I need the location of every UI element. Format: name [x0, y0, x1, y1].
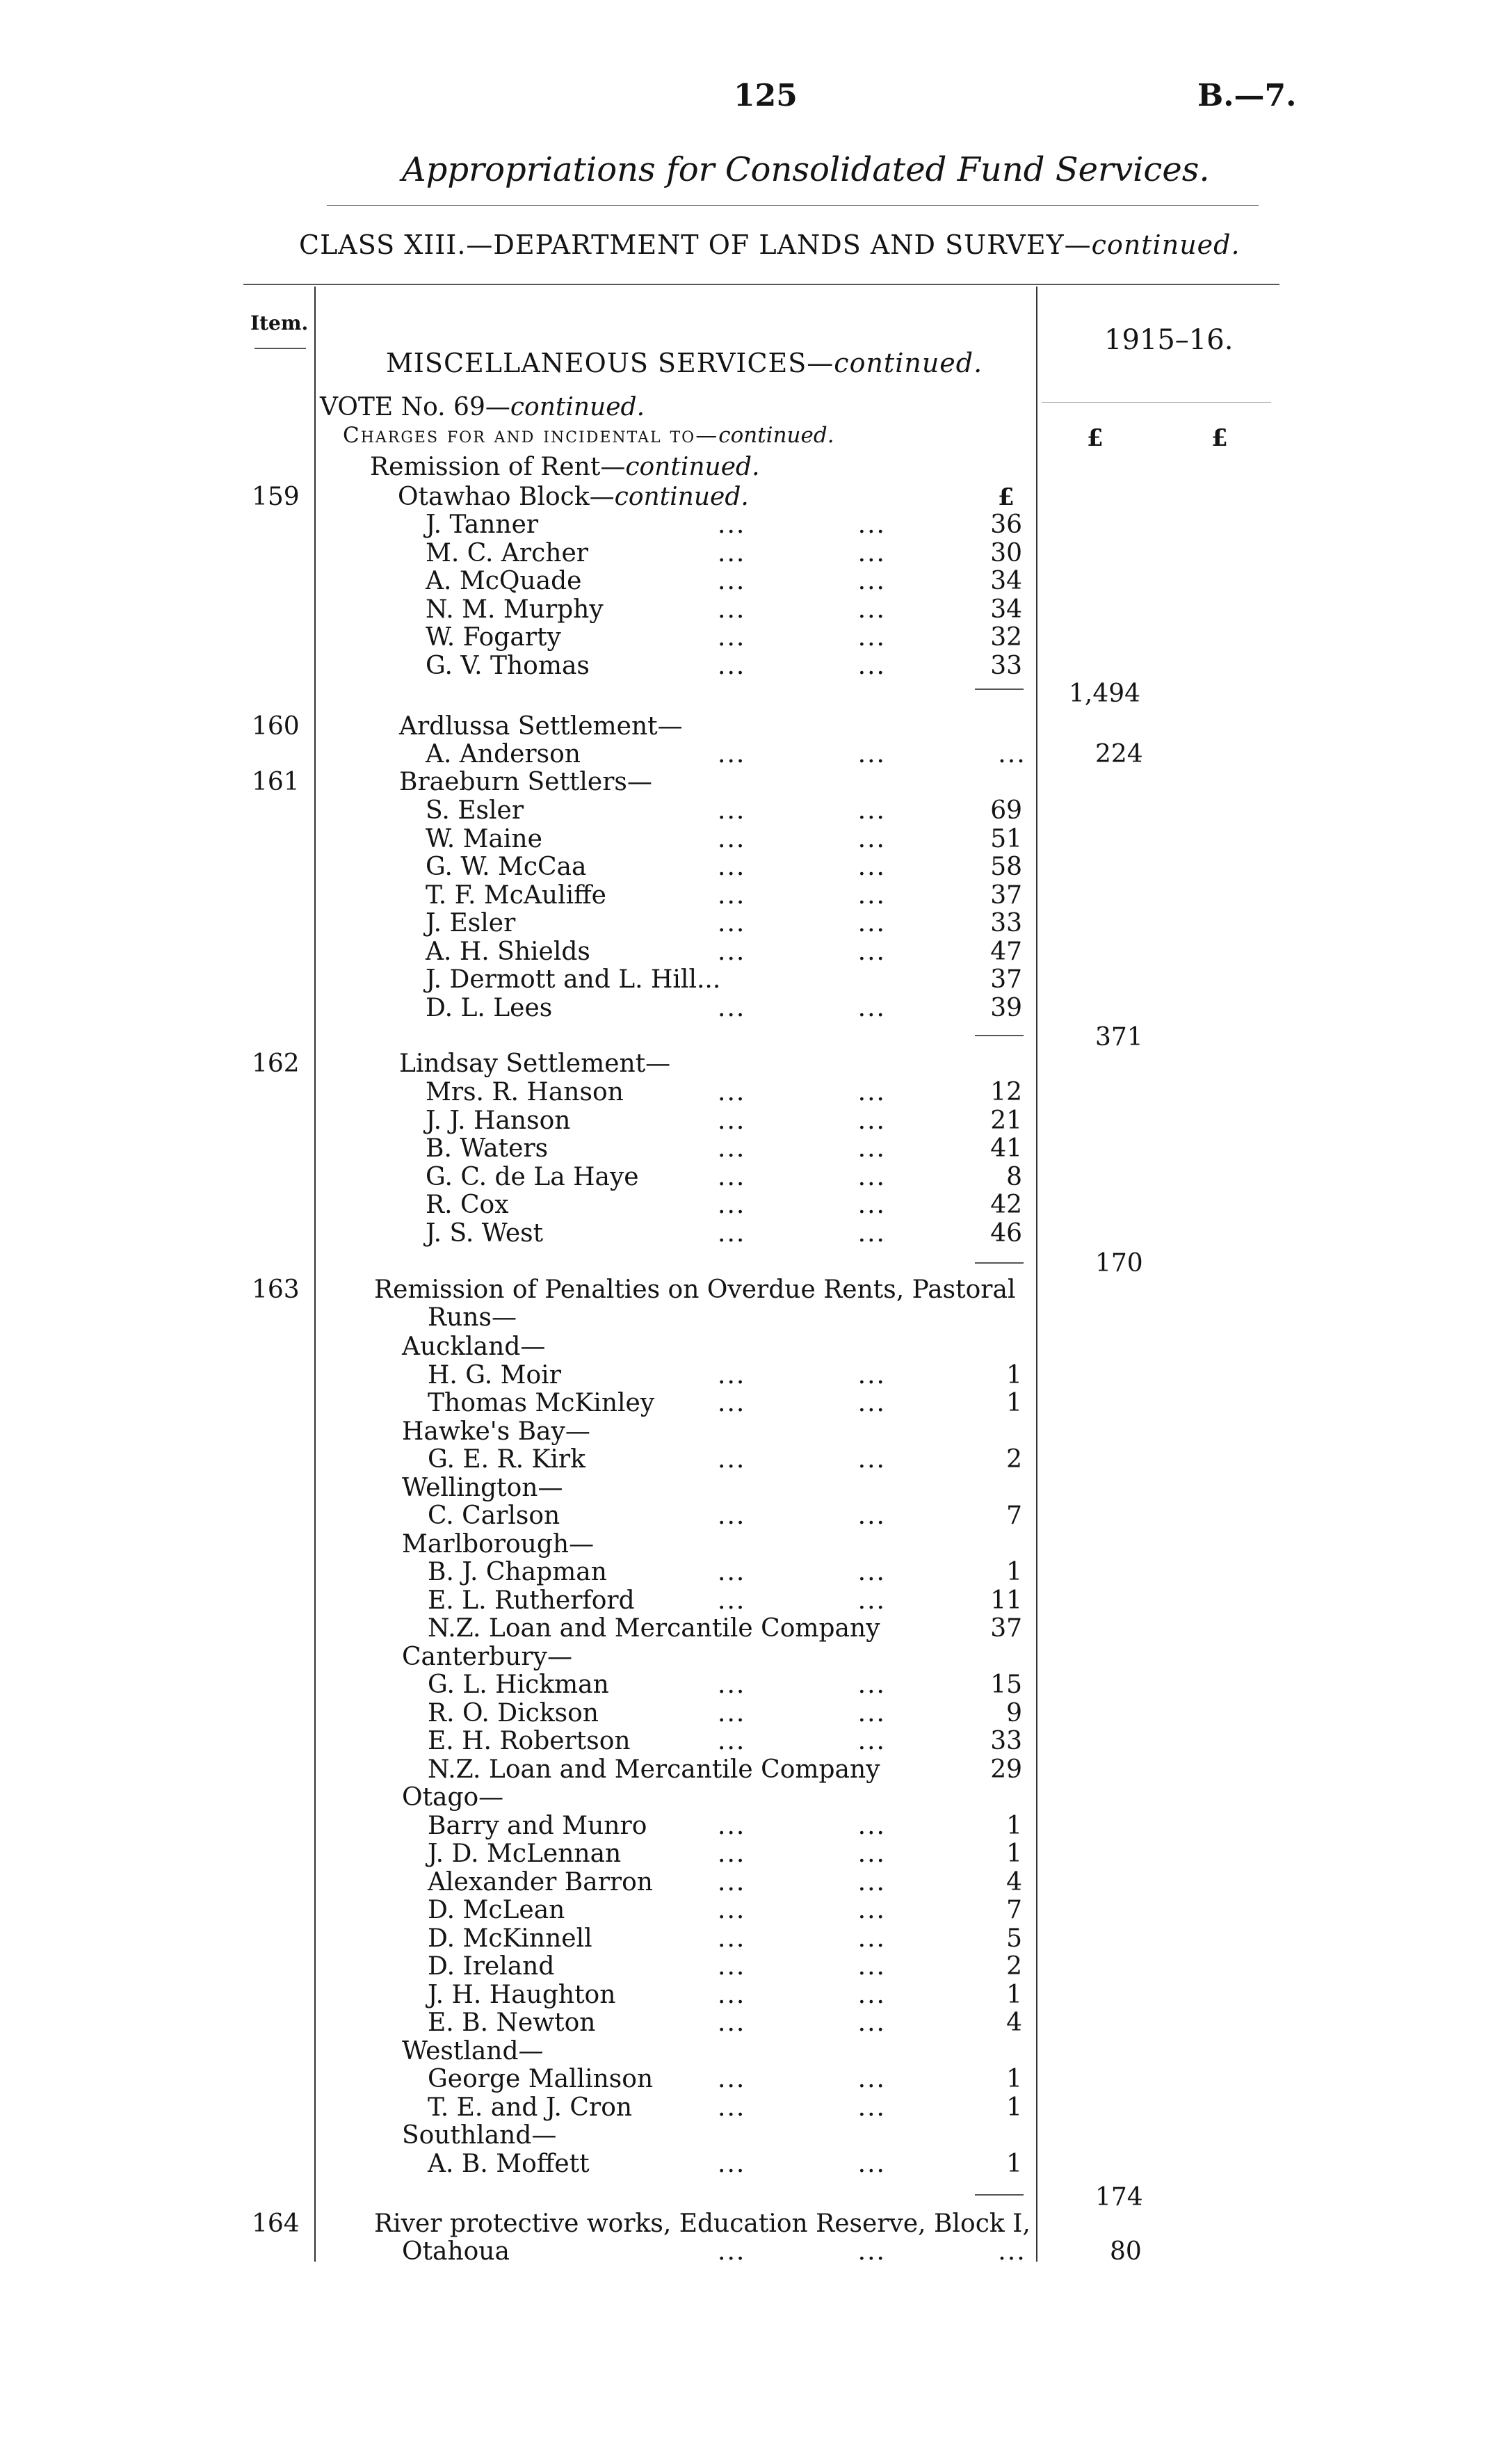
entry-amount: 37: [990, 965, 1022, 994]
payee-name: E. L. Rutherford: [428, 1586, 635, 1615]
item-161-title: Braeburn Settlers—: [399, 768, 652, 796]
class-line: [299, 230, 1241, 260]
entry-amount: 32: [990, 623, 1022, 652]
entry-amount: 37: [990, 880, 1022, 910]
payee-name: D. McKinnell: [428, 1924, 592, 1953]
leader-dots: ... ... ...: [718, 2237, 1026, 2266]
payee-name: M. C. Archer: [426, 538, 588, 567]
entry-amount: 1: [1006, 1811, 1022, 1840]
table-top-rule: [243, 284, 1279, 285]
remission-line-cont: continued.: [625, 453, 760, 481]
entry-amount: 1: [1006, 1980, 1022, 2009]
payee-name: D. L. Lees: [426, 993, 553, 1022]
region-heading: Hawke's Bay—: [402, 1417, 590, 1446]
payee-name: N. M. Murphy: [426, 595, 604, 624]
payee-name: W. Fogarty: [426, 623, 561, 652]
entry-amount: 7: [1006, 1501, 1022, 1530]
payee-name: E. H. Robertson: [428, 1727, 631, 1755]
entry-amount: 39: [990, 993, 1022, 1022]
item-number-161: 161: [252, 768, 300, 796]
item-160-total: 224: [1095, 740, 1143, 768]
payee-name: George Mallinson: [428, 2065, 654, 2093]
payee-name: J. Esler: [426, 909, 516, 937]
item-number-160: 160: [252, 712, 300, 741]
payee-name: B. J. Chapman: [428, 1558, 607, 1586]
entry-amount: 30: [990, 538, 1022, 567]
entry-amount: 1: [1006, 2065, 1022, 2093]
item-164-title-cont: Otahoua: [402, 2237, 510, 2266]
payee-name: Alexander Barron: [428, 1867, 653, 1897]
item-column-rule: [314, 287, 316, 2262]
payee-name: C. Carlson: [428, 1501, 560, 1530]
item-number-163: 163: [252, 1275, 300, 1304]
entry-amount: 15: [990, 1670, 1022, 1699]
item-164-title: River protective works, Education Reserve, Block I,: [374, 2209, 1031, 2238]
entry-amount: 33: [990, 651, 1022, 680]
entry-amount: 42: [990, 1191, 1022, 1219]
payee-name: Mrs. R. Hanson: [426, 1078, 624, 1106]
payee-name: J. Tanner: [426, 510, 539, 539]
section-heading-cont: continued.: [834, 348, 983, 378]
payee-name: G. E. R. Kirk: [428, 1445, 585, 1474]
entry-amount: 69: [990, 796, 1022, 825]
payee-name: J. H. Haughton: [428, 1980, 616, 2009]
leader-dots: ... ...: [718, 1078, 886, 1106]
entry-amount: 21: [990, 1106, 1022, 1135]
item-160-title: Ardlussa Settlement—: [399, 712, 683, 741]
payee-name: G. V. Thomas: [426, 651, 590, 680]
leader-dots: ... ...: [718, 880, 886, 910]
item-159-title-main: Otawhao Block—: [398, 483, 615, 511]
item-163-total: 174: [1095, 2183, 1143, 2212]
charges-line: [343, 423, 834, 448]
entry-amount: 11: [990, 1586, 1022, 1615]
entry-amount: 12: [990, 1078, 1022, 1106]
leader-dots: ... ...: [718, 1811, 886, 1840]
leader-dots: ... ...: [718, 1162, 886, 1191]
entry-amount: 1: [1006, 1558, 1022, 1586]
payee-name: W. Maine: [426, 824, 542, 853]
leader-dots: ... ...: [718, 623, 886, 652]
currency-symbol-inline: £: [998, 483, 1015, 511]
payee-name: R. O. Dickson: [428, 1698, 599, 1728]
entry-amount: 46: [990, 1218, 1022, 1248]
leader-dots: ... ...: [718, 853, 886, 881]
payee-name: T. F. McAuliffe: [426, 880, 606, 910]
leader-dots: ... ...: [718, 1501, 886, 1530]
payee-name: N.Z. Loan and Mercantile Company: [428, 1755, 880, 1784]
payee-name: J. J. Hanson: [426, 1106, 571, 1135]
payee-name: D. McLean: [428, 1896, 565, 1924]
leader-dots: ... ...: [718, 1924, 886, 1953]
item-number-164: 164: [252, 2209, 300, 2238]
leader-dots: ... ...: [718, 510, 886, 539]
payee-name: G. L. Hickman: [428, 1670, 609, 1699]
leader-dots: ... ...: [718, 2149, 886, 2178]
leader-dots: ... ...: [718, 1952, 886, 1981]
region-heading: Canterbury—: [402, 1642, 572, 1671]
class-line-cont: continued.: [1091, 230, 1241, 260]
leader-dots: ... ...: [718, 1839, 886, 1868]
region-heading: Westland—: [402, 2036, 544, 2066]
entry-amount: 7: [1006, 1896, 1022, 1924]
leader-dots: ... ...: [718, 567, 886, 595]
vote-line-cont: continued.: [510, 393, 645, 421]
charges-line-main: Charges for and incidental to—: [343, 423, 719, 448]
leader-dots: ... ...: [718, 1896, 886, 1924]
region-heading: Southland—: [402, 2121, 557, 2150]
entry-amount: 37: [990, 1614, 1022, 1643]
entry-amount: 33: [990, 909, 1022, 937]
item-163-title: Remission of Penalties on Overdue Rents, Pastoral: [374, 1275, 1016, 1304]
entry-amount: 8: [1006, 1162, 1022, 1191]
year-column-rule: [1036, 287, 1037, 2262]
document-reference: B.—7.: [1197, 78, 1297, 113]
leader-dots: ... ...: [718, 937, 886, 966]
column-header-item: Item.: [250, 312, 309, 335]
leader-dots: ... ...: [718, 1867, 886, 1897]
item-162-title: Lindsay Settlement—: [399, 1049, 671, 1078]
payee-name: E. B. Newton: [428, 2008, 596, 2037]
item-163-title-cont: Runs—: [428, 1303, 517, 1332]
entry-amount: 1: [1006, 2093, 1022, 2122]
leader-dots: ... ...: [718, 1445, 886, 1474]
payee-name: A. McQuade: [426, 567, 582, 595]
leader-dots: ... ...: [718, 796, 886, 825]
entry-amount: 34: [990, 567, 1022, 595]
entry-amount: 2: [1006, 1445, 1022, 1474]
item-161-total: 371: [1095, 1023, 1143, 1052]
vote-line: [320, 394, 645, 421]
leader-dots: ... ...: [718, 595, 886, 624]
entry-amount: 1: [1006, 1389, 1022, 1417]
item-159-title: [398, 483, 749, 511]
payee-name: B. Waters: [426, 1134, 549, 1163]
leader-dots: ... ... ...: [718, 740, 1026, 768]
payee-name: Thomas McKinley: [428, 1389, 655, 1417]
section-heading-main: MISCELLANEOUS SERVICES—: [386, 348, 834, 378]
payee-name: G. W. McCaa: [426, 853, 587, 881]
vote-line-main: VOTE No. 69—: [320, 393, 510, 421]
subtotal-rule-162: [975, 1262, 1024, 1264]
entry-amount: 51: [990, 824, 1022, 853]
leader-dots: ... ...: [718, 1106, 886, 1135]
entry-amount: 1: [1006, 1839, 1022, 1868]
entry-amount: 33: [990, 1727, 1022, 1755]
class-line-main: CLASS XIII.—DEPARTMENT OF LANDS AND SURVEY—: [299, 230, 1092, 260]
entry-amount: 34: [990, 595, 1022, 624]
leader-dots: ... ...: [718, 993, 886, 1022]
leader-dots: ... ...: [718, 1980, 886, 2009]
section-heading: [386, 348, 983, 378]
region-heading: Marlborough—: [402, 1529, 595, 1559]
leader-dots: ... ...: [718, 538, 886, 567]
leader-dots: ... ...: [718, 1389, 886, 1417]
payee-name: D. Ireland: [428, 1952, 555, 1981]
payee-name: A. H. Shields: [426, 937, 590, 966]
leader-dots: ... ...: [718, 824, 886, 853]
leader-dots: ... ...: [718, 1698, 886, 1728]
payee-name: J. S. West: [426, 1218, 544, 1248]
leader-dots: ... ...: [718, 1360, 886, 1390]
payee-name: A. B. Moffett: [428, 2149, 590, 2178]
leader-dots: ... ...: [718, 1134, 886, 1163]
subtotal-rule-161: [975, 1035, 1024, 1036]
column-header-year: 1915–16.: [1104, 324, 1234, 356]
remission-line: [370, 453, 760, 481]
page-heading: Appropriations for Consolidated Fund Services.: [402, 150, 1210, 189]
region-heading: Auckland—: [402, 1332, 546, 1361]
leader-dots: ... ...: [718, 1558, 886, 1586]
entry-amount: 4: [1006, 1867, 1022, 1897]
payee-name: J. Dermott and L. Hill...: [426, 965, 721, 994]
entry-amount: 36: [990, 510, 1022, 539]
region-heading: Wellington—: [402, 1473, 563, 1502]
leader-dots: ... ...: [718, 2093, 886, 2122]
payee-name: N.Z. Loan and Mercantile Company: [428, 1614, 880, 1643]
leader-dots: ... ...: [718, 1727, 886, 1755]
leader-dots: ... ...: [718, 651, 886, 680]
entry-amount: 9: [1006, 1698, 1022, 1728]
leader-dots: ... ...: [718, 909, 886, 937]
item-159-total: 1,494: [1069, 679, 1141, 708]
charges-line-cont: continued.: [718, 423, 834, 448]
payee-name: Barry and Munro: [428, 1811, 647, 1840]
region-heading: Otago—: [402, 1783, 504, 1812]
item-number-162: 162: [252, 1049, 300, 1078]
entry-amount: 29: [990, 1755, 1022, 1784]
currency-symbol-col2: £: [1211, 424, 1228, 452]
leader-dots: ... ...: [718, 1191, 886, 1219]
subtotal-rule-163: [975, 2194, 1024, 2196]
payee-name: G. C. de La Haye: [426, 1162, 639, 1191]
item-162-total: 170: [1095, 1249, 1143, 1278]
currency-symbol-col1: £: [1087, 424, 1104, 452]
payee-name: A. Anderson: [426, 740, 581, 768]
payee-name: H. G. Moir: [428, 1360, 561, 1390]
entry-amount: 1: [1006, 2149, 1022, 2178]
leader-dots: ... ...: [718, 1670, 886, 1699]
entry-amount: 2: [1006, 1952, 1022, 1981]
entry-amount: 41: [990, 1134, 1022, 1163]
leader-dots: ... ...: [718, 2008, 886, 2037]
leader-dots: ... ...: [718, 2065, 886, 2093]
entry-amount: 5: [1006, 1924, 1022, 1953]
remission-line-main: Remission of Rent—: [370, 453, 626, 481]
payee-name: T. E. and J. Cron: [428, 2093, 633, 2122]
payee-name: R. Cox: [426, 1191, 509, 1219]
item-number-159: 159: [252, 483, 300, 511]
entry-amount: 47: [990, 937, 1022, 966]
page-number: 125: [734, 78, 798, 113]
item-159-title-cont: continued.: [614, 483, 749, 511]
leader-dots: ... ...: [718, 1586, 886, 1615]
subtotal-rule-159: [975, 689, 1024, 690]
payee-name: S. Esler: [426, 796, 524, 825]
payee-name: J. D. McLennan: [428, 1839, 622, 1868]
entry-amount: 4: [1006, 2008, 1022, 2037]
entry-amount: 1: [1006, 1360, 1022, 1390]
leader-dots: ... ...: [718, 1218, 886, 1248]
entry-amount: 58: [990, 853, 1022, 881]
item-164-total: 80: [1110, 2237, 1142, 2266]
